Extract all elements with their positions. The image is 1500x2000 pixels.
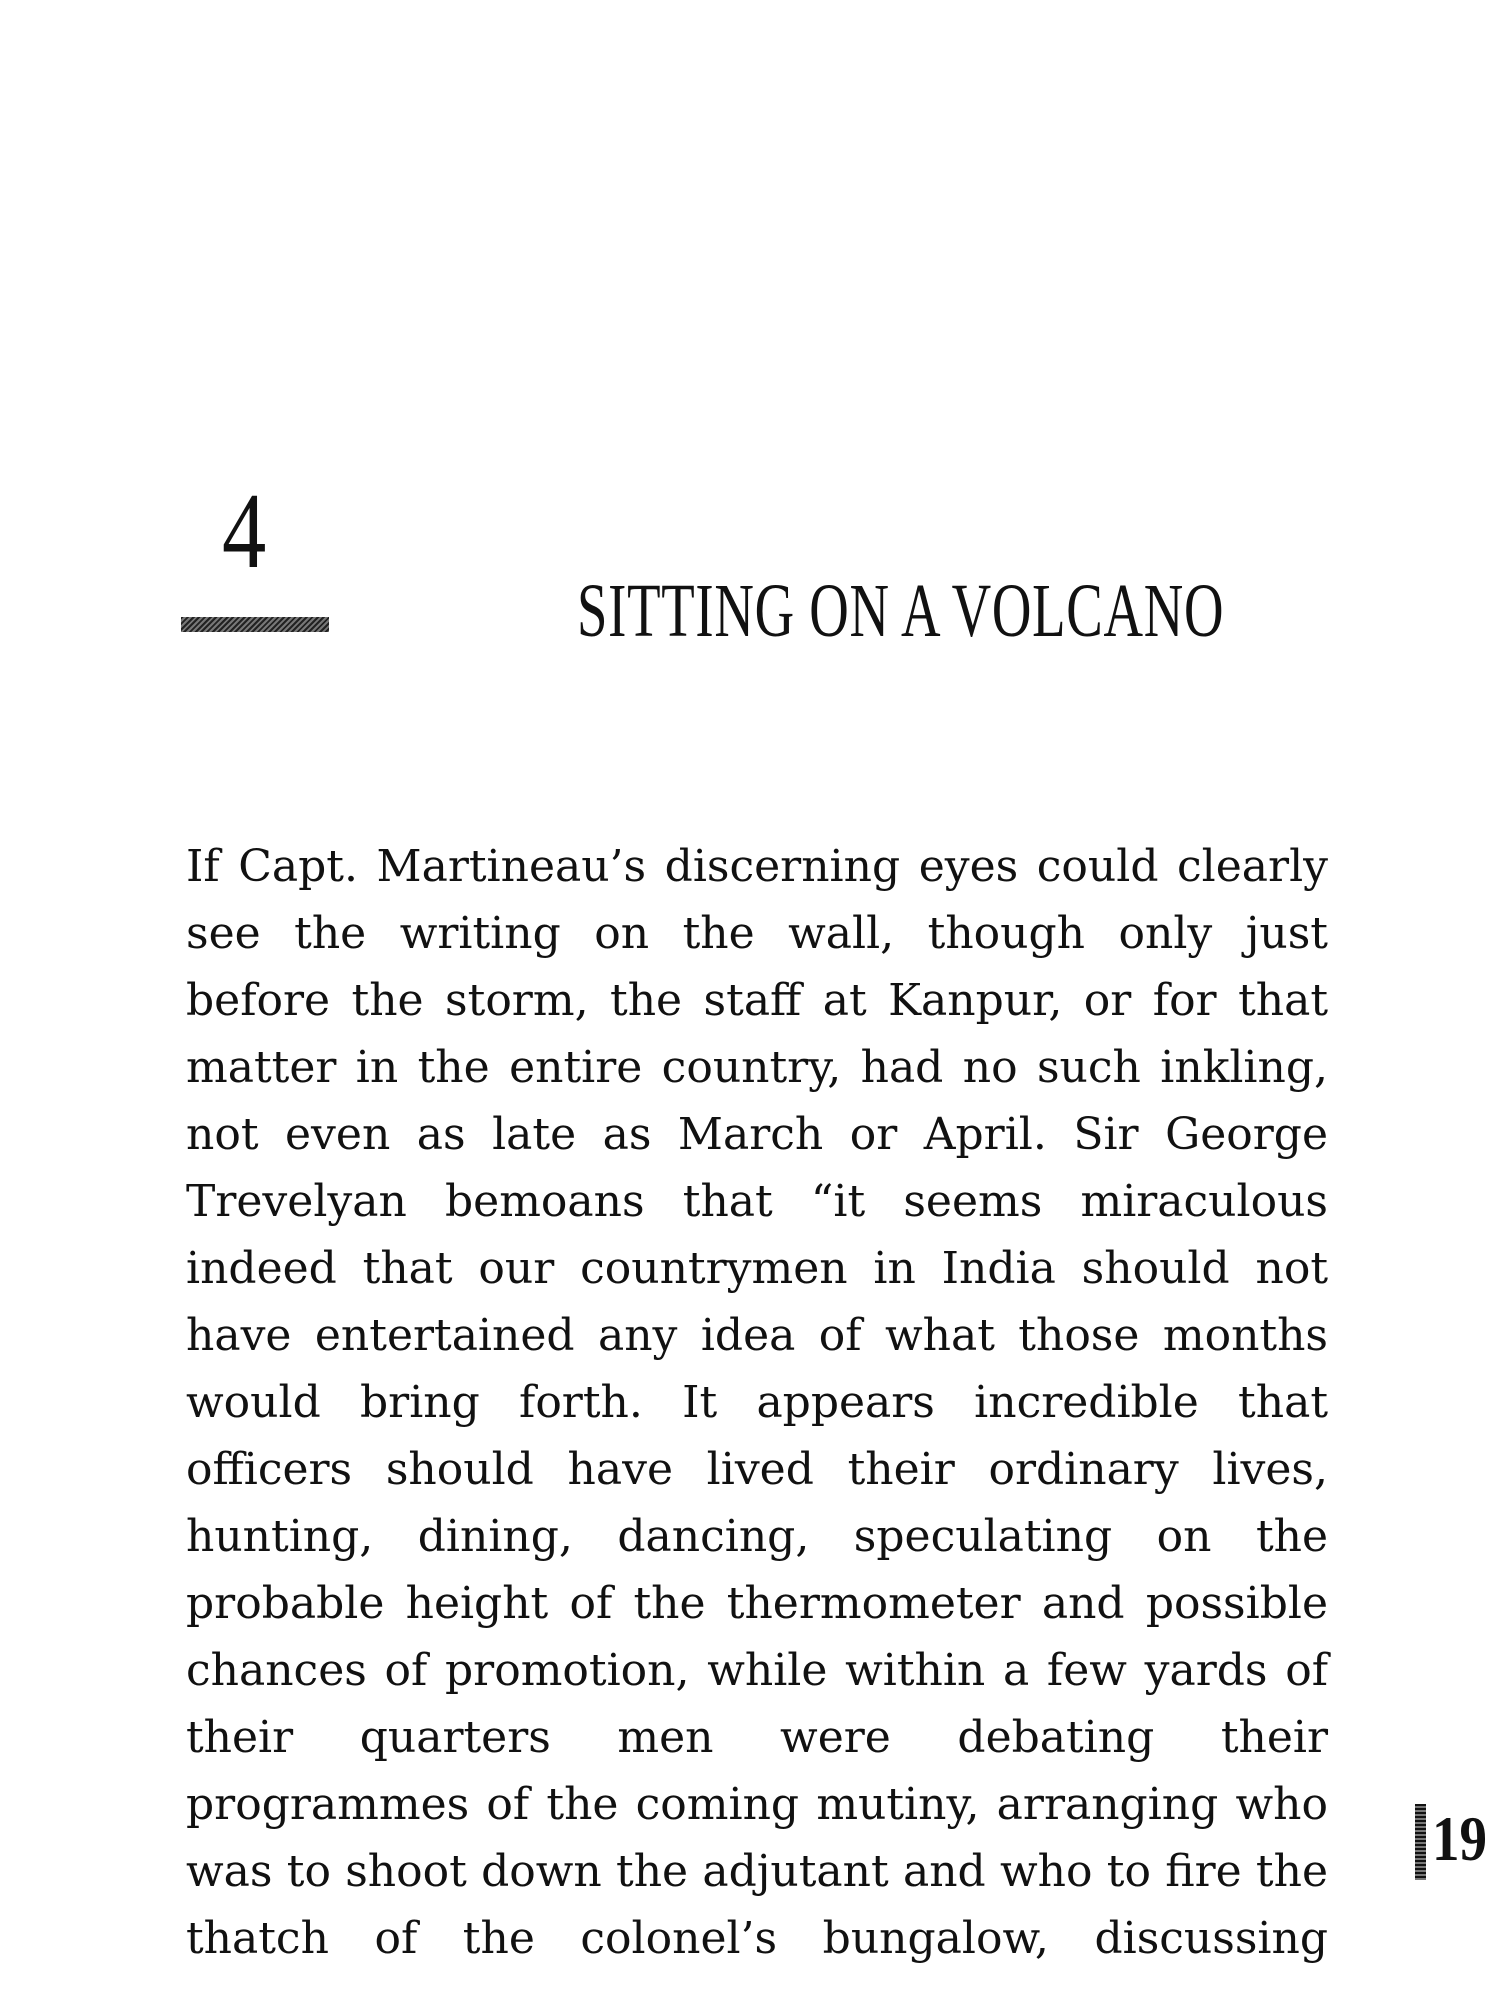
page-number: 19 bbox=[1432, 1803, 1488, 1874]
page-number-marker bbox=[1415, 1804, 1426, 1880]
body-text bbox=[186, 833, 1328, 1972]
chapter-number-rule bbox=[181, 617, 329, 632]
chapter-title: SITTING ON A VOLCANO bbox=[577, 569, 1225, 653]
paragraph: If Capt. Martineau’s discerning eyes could clearly see the writing on the wall, though only just before the storm, the staff at Kanpur, or for that matter in the entire country, had no such inkling, not even as late as March or April. Sir George Trevelyan bemoans that “it seems miraculous indeed that our countrymen in India should not have entertained any idea of what those months would bring forth. It appears incredible that officers should have lived their ordinary lives, hunting, dining, dancing, speculating on the probable height of the thermometer and possible chances of promotion, while within a few yards of their quarters men were debating their programmes of the coming mutiny, arranging who was to shoot down the adjutant and who to fire the thatch of the colonel’s bungalow, discussing bbox=[186, 841, 1328, 1964]
chapter-number: 4 bbox=[222, 472, 267, 591]
